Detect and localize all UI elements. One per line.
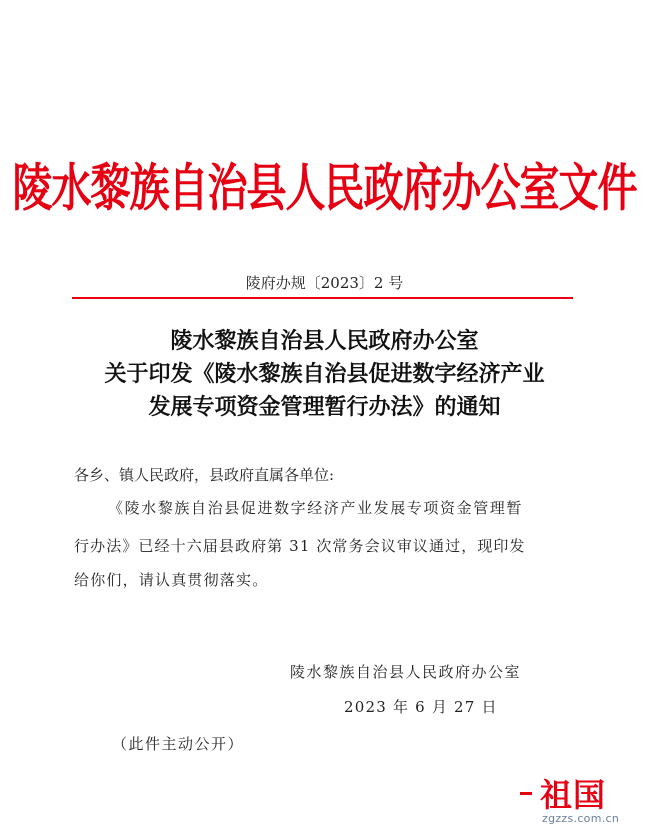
document-header-title: 陵水黎族自治县人民政府办公室文件 bbox=[12, 159, 637, 218]
body-paragraph-line-2: 行办法》已经十六届县政府第 31 次常务会议审议通过，现印发 bbox=[74, 537, 526, 555]
watermark-dash bbox=[520, 792, 532, 795]
notice-title-line-1: 陵水黎族自治县人民政府办公室 bbox=[170, 328, 479, 354]
notice-title bbox=[0, 325, 649, 424]
body-paragraph-line-3: 给你们，请认真贯彻落实。 bbox=[74, 571, 269, 589]
disclosure-note: （此件主动公开） bbox=[112, 735, 245, 753]
signature-date: 2023 年 6 月 27 日 bbox=[344, 698, 498, 716]
notice-title-line-3: 发展专项资金管理暂行办法》的通知 bbox=[148, 394, 501, 420]
watermark-logo-text: 祖国 bbox=[540, 776, 607, 814]
signature-organization: 陵水黎族自治县人民政府办公室 bbox=[290, 663, 522, 681]
salutation: 各乡、镇人民政府，县政府直属各单位: bbox=[74, 466, 335, 484]
red-divider-line bbox=[72, 297, 573, 299]
notice-title-line-2: 关于印发《陵水黎族自治县促进数字经济产业 bbox=[104, 361, 545, 387]
watermark-url: zgzzs.com.cn bbox=[542, 812, 620, 825]
body-paragraph-line-1: 《陵水黎族自治县促进数字经济产业发展专项资金管理暂 bbox=[108, 499, 524, 517]
document-number: 陵府办规〔2023〕2 号 bbox=[245, 274, 404, 292]
site-watermark-logo bbox=[520, 770, 645, 832]
